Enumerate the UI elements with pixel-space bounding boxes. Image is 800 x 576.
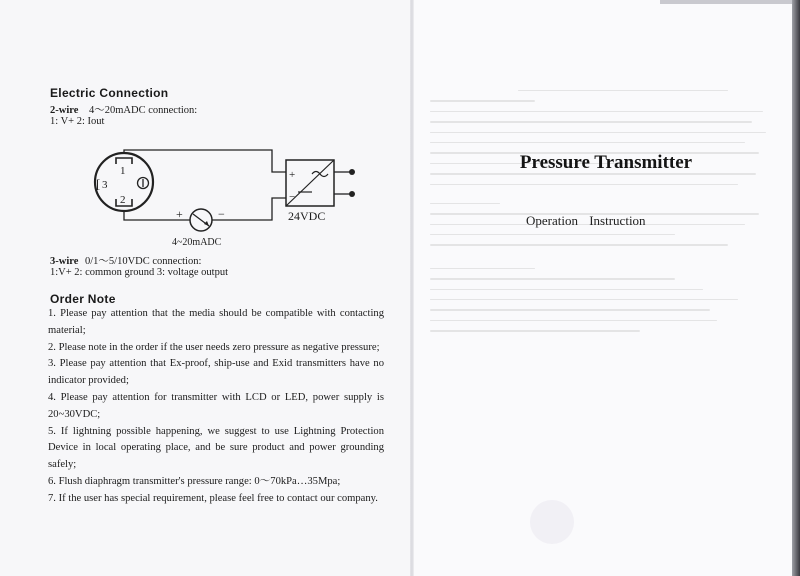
paper-edge-top [660, 0, 800, 4]
meter-plus-sign: + [176, 207, 183, 221]
supply-plus-sign: + [289, 169, 296, 181]
ammeter-needle-head [204, 221, 209, 226]
supply-minus-sign: − [289, 191, 296, 203]
meter-minus-sign: − [218, 207, 225, 221]
wiring-diagram [80, 136, 360, 248]
order-note-item: 1. Please pay attention that the media should be compatible with contacting material; [48, 308, 384, 336]
pin-1-label: 1 [120, 165, 126, 177]
two-wire-description: 4～20mADC connection: [89, 105, 198, 116]
three-wire-connection-line [50, 253, 201, 268]
order-note-item: 2. Please note in the order if the user needs zero pressure as negative pressure; [48, 341, 380, 353]
cover-subtitle: Operation Instruction [526, 213, 646, 228]
supply-voltage-label: 24VDC [288, 209, 326, 223]
three-wire-label: 3-wire [50, 256, 79, 267]
page-fold [410, 0, 414, 576]
two-wire-label: 2-wire [50, 105, 79, 116]
pin-1-socket [116, 158, 132, 164]
order-note-item: 6. Flush diaphragm transmitter's pressure range: 0～70kPa…35Mpa; [48, 475, 341, 487]
three-wire-description: 0/1～5/10VDC connection: [85, 256, 202, 267]
electric-connection-heading: Electric Connection [50, 86, 169, 100]
two-wire-connection-line [50, 102, 197, 117]
order-note-item: 3. Please pay attention that Ex-proof, ship-use and Exid transmitters have no indicator provided; [48, 358, 384, 387]
order-note-list [48, 306, 384, 508]
wire-vplus [124, 150, 286, 172]
ac-wave-icon [312, 172, 328, 177]
terminal-dot-top [349, 169, 355, 175]
meter-current-label: 4~20mADC [172, 237, 222, 248]
pin-3-label: 3 [102, 179, 108, 191]
order-note-item: 4. Please pay attention for transmitter with LCD or LED, power supply is 20~30VDC; [48, 391, 384, 420]
pin-2-label: 2 [120, 194, 126, 206]
terminal-dot-bottom [349, 191, 355, 197]
order-note-heading: Order Note [50, 292, 116, 306]
order-note-item: 7. If the user has special requirement, please feel free to contact our company. [48, 492, 378, 504]
order-note-item: 5. If lightning possible happening, we suggest to use Lightning Protection Device in local operating place, and be sure product and power grounding safely; [48, 425, 384, 471]
pin-3-bracket: [ [96, 176, 101, 191]
cover-title: Pressure Transmitter [519, 152, 693, 173]
paper-edge-shadow [792, 0, 800, 576]
two-wire-pins: 1: V+ 2: Iout [50, 116, 105, 127]
three-wire-pins: 1:V+ 2: common ground 3: voltage output [50, 267, 228, 278]
